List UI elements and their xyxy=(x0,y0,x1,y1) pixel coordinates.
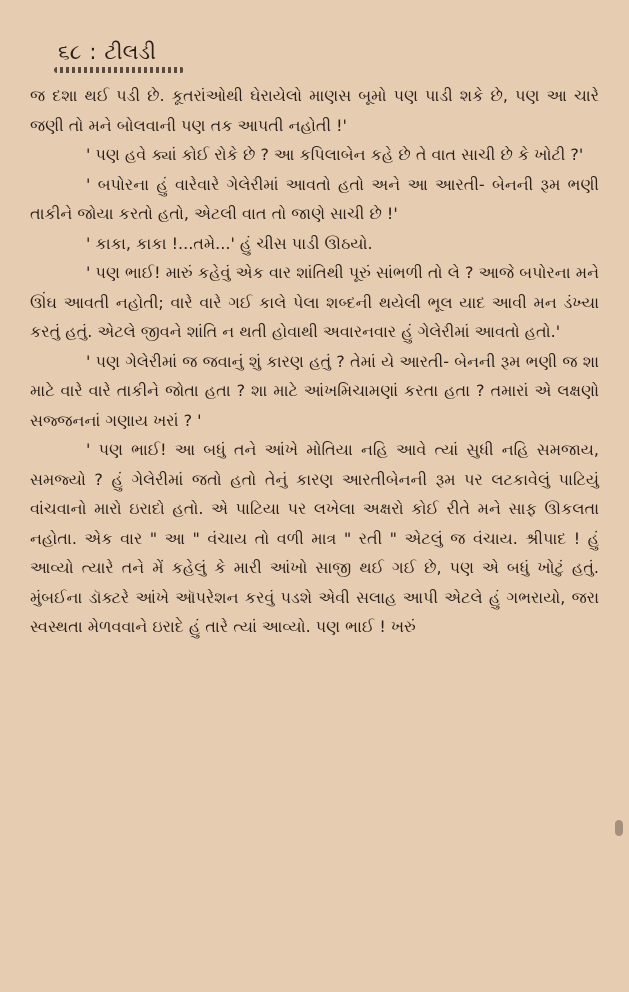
paragraph: ' પણ ભાઈ! મારું કહેવું એક વાર શાંતિથી પૂરું સાંભળી તો લે ? આજે બપોરના મને ઊંઘ આવતી નહોતી; વારે વારે ગઈ કાલે પેલા શબ્દની થયેલી ભૂલ યાદ આવી મન ડંખ્યા કરતું હતું. એટલે જીવને શાંતિ ન થતી હોવાથી અવારનવાર હું ગેલેરીમાં આવતો હતો.' xyxy=(30,263,599,341)
page-number: ૬૮ xyxy=(58,40,82,64)
paragraph: ' કાકા, કાકા !...તમે...' હું ચીસ પાડી ઊઠયો. xyxy=(86,233,373,253)
header-separator: : xyxy=(89,40,97,64)
paragraph: ' પણ ભાઈ! આ બધું તને આંખે મોતિયા નહિ આવે ત્યાં સુધી નહિ સમજાય, સમજ્યો ? હું ગેલેરીમાં જતો હતો તેનું કારણ આરતીબેનની રૂમ પર લટકાવેલું પાટિયું વાંચવાનો મારો ઇરાદો હતો. એ પાટિયા પર લખેલા અક્ષરો કોઈ રીતે મને સાફ ઊકલતા નહોતા. એક વાર " આ " વંચાય તો વળી માત્ર " રતી " એટલું જ વંચાય. શ્રીપાદ ! હું આવ્યો ત્યારે તને મેં કહેલું કે મારી આંખો સાજી થઈ ગઈ છે, પણ એ બધું ખોટું હતું. મુંબઈના ડૉક્ટરે આંખે ઑપરેશન કરવું પડશે એવી સલાહ આપી એટલે હું ગભરાયો, જરા સ્વસ્થતા મેળવવાને ઇરાદે હું તારે ત્યાં આવ્યો. પણ ભાઈ ! ખરું xyxy=(30,440,599,636)
running-title: ટીલડી xyxy=(104,40,157,64)
page-edge-mark xyxy=(615,820,623,836)
page-header xyxy=(58,40,599,65)
paragraph: ' પણ ગેલેરીમાં જ જવાનું શું કારણ હતું ? તેમાં યે આરતી- બેનની રૂમ ભણી જ શા માટે વારે વારે તાકીને જોતા હતા ? શા માટે આંખમિચામણાં કરતા હતા ? તમારાં એ લક્ષણો સજ્જનનાં ગણાય ખરાં ? ' xyxy=(30,351,599,430)
paragraph: જ દશા થઈ પડી છે. કૂતરાંઓથી ઘેરાયેલો માણસ બૂમો પણ પાડી શકે છે, પણ આ ચારે જણી તો મને બોલવાની પણ તક આપતી નહોતી !' xyxy=(30,86,599,135)
header-ornament-rule xyxy=(54,67,184,73)
paragraph: ' બપોરના હું વારેવારે ગેલેરીમાં આવતો હતો અને આ આરતી- બેનની રૂમ ભણી તાકીને જોયા કરતો હતો, એટલી વાત તો જાણે સાચી છે !' xyxy=(30,174,599,223)
paragraph: ' પણ હવે ક્યાં કોઈ રોકે છે ? આ કપિલાબેન કહે છે તે વાત સાચી છે કે ખોટી ?' xyxy=(86,145,584,164)
